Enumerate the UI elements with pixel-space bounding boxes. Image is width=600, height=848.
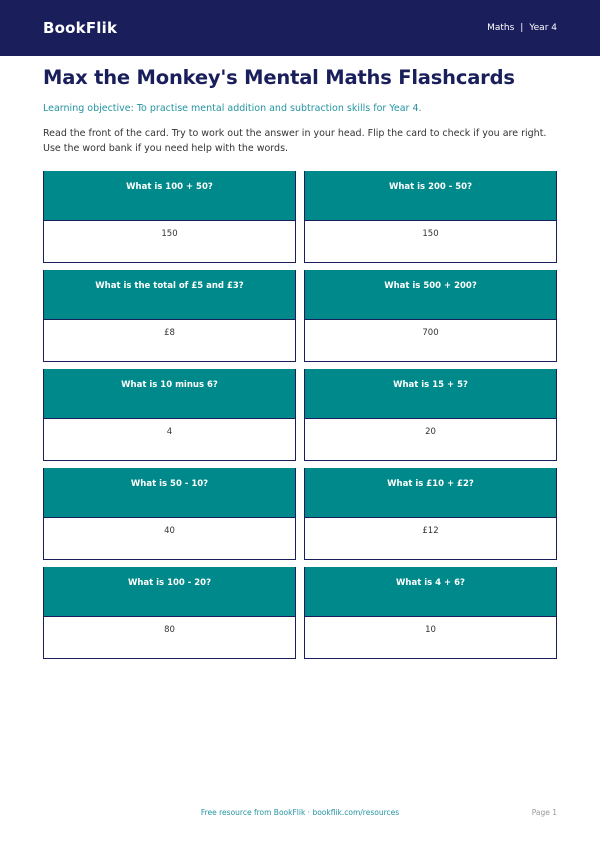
- page-title: Max the Monkey's Mental Maths Flashcards: [43, 66, 515, 89]
- flashcard-answer: £8: [44, 319, 295, 361]
- breadcrumb-year[interactable]: Year 4: [529, 23, 557, 33]
- brand-logo[interactable]: BookFlik: [43, 19, 118, 37]
- breadcrumb-subject[interactable]: Maths: [487, 23, 515, 33]
- learning-objective: Learning objective: To practise mental addition and subtraction skills for Year 4.: [43, 103, 422, 114]
- flashcard-question[interactable]: What is the total of £5 and £3?: [44, 270, 295, 319]
- flashcard-question[interactable]: What is 10 minus 6?: [44, 369, 295, 418]
- flashcard-question[interactable]: What is 50 - 10?: [44, 468, 295, 517]
- flashcard-question[interactable]: What is 500 + 200?: [305, 270, 556, 319]
- page-number: Page 1: [531, 808, 557, 817]
- flashcard[interactable]: [43, 369, 296, 461]
- header-bar: [0, 0, 600, 56]
- breadcrumb-separator: |: [520, 23, 524, 33]
- flashcard-answer: 4: [44, 418, 295, 460]
- flashcard-answer: 150: [305, 220, 556, 262]
- breadcrumb: [487, 23, 557, 33]
- flashcard-answer: 80: [44, 616, 295, 658]
- flashcard[interactable]: [304, 468, 557, 560]
- flashcard-answer: 40: [44, 517, 295, 559]
- flashcard[interactable]: [43, 270, 296, 362]
- flashcard-question[interactable]: What is £10 + £2?: [305, 468, 556, 517]
- footer-credit-link[interactable]: Free resource from BookFlik · bookflik.com/resources: [200, 808, 400, 817]
- flashcard-question[interactable]: What is 4 + 6?: [305, 567, 556, 616]
- flashcard-question[interactable]: What is 100 + 50?: [44, 171, 295, 220]
- flashcard-answer: 20: [305, 418, 556, 460]
- flashcard-question[interactable]: What is 15 + 5?: [305, 369, 556, 418]
- instructions: Read the front of the card. Try to work out the answer in your head. Flip the card to check if you are right. Use the word bank if you need help with the words.: [43, 128, 547, 154]
- flashcard[interactable]: [43, 468, 296, 560]
- flashcard-question[interactable]: What is 100 - 20?: [44, 567, 295, 616]
- flashcard[interactable]: [43, 567, 296, 659]
- flashcard-answer: 700: [305, 319, 556, 361]
- flashcard-answer: 150: [44, 220, 295, 262]
- flashcard[interactable]: [304, 369, 557, 461]
- flashcard-answer: 10: [305, 616, 556, 658]
- flashcard[interactable]: [304, 270, 557, 362]
- flashcard-question[interactable]: What is 200 - 50?: [305, 171, 556, 220]
- flashcard[interactable]: [304, 171, 557, 263]
- flashcard-grid: [43, 171, 557, 659]
- flashcard[interactable]: [304, 567, 557, 659]
- flashcard[interactable]: [43, 171, 296, 263]
- flashcard-answer: £12: [305, 517, 556, 559]
